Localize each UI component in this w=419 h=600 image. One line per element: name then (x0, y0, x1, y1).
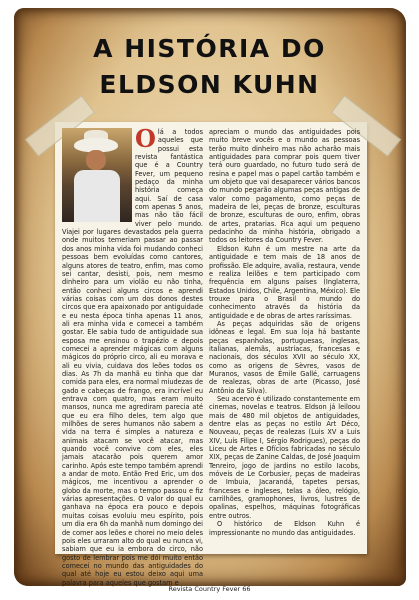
article-paragraph-2: Eldson Kuhn é um mestre na arte da antiguidade e tem mais de 18 anos de profissão. Ele adquire, avalia, restaura, vende e realiza leilões e tem participado com frequência em alguns países (Inglaterra, Estados Unidos, Chile, Argentina, México). Ele trouxe para o Brasil o mundo do conhecimento através da história da antiguidade e de obras de artes raríssimas. (209, 243, 360, 320)
article-paragraph-3: As peças adquiridas são de origens idôneas e legal. Em sua loja há bastante peças espanholas, portuguesas, inglesas, italianas, alemãs, austríacas, francesas e nacionais, dos séculos XVII ao século XX, como as origens de Sèvres, vasos de Muranos, vasos de Émile Gallé, carruagens de realezas, obras de arte (Picasso, José Antônio da Silva). (209, 318, 360, 395)
article-intro-text: lá a todos aqueles que possui esta revista fantástica que é a Country Fever, um pequeno pedaço da minha história começa aqui. Saí de casa com apenas 5 anos, mas não tão fácil viver pelo mundo. Viajei por lugares devastados pela guerra onde muitos temeriam passar ao passar dos anos minha vida foi mudando conheci pessoas bem evoluídas como cantores, alguns atores de teatro, enfim, mas como sei cantar, desisti, pois, nem mesmo dinheiro para um violão eu não tinha, então conheci alguns circos e aprendi várias coisas com um dos donos destes circos que era apaixonado por antiguidade e eu nesta época tinha apenas 11 anos, ali era minha vida e comecei a também gostar. Ele sabia tudo de antiguidade sua esposa me ensinou o trapézio e depois comecei a aprender mágicas com alguns mágicos do próprio circo, ali eu morava e ali eu vivia, cuidava dos leões todos os dias. As 7h da manhã eu tinha que dar comida para eles, era normal miudezas de gado e cabeças de frango, era incrível eu entrava com quatro, mas eram muito mansos, nunca me agrediram parecia até que eu era filho deles, tem algo que milhões de seres humanos não sabem a vida na terra é simples a natureza e animais atacam se você atacar, mas quando você convive com eles, eles jamais atacarão pois querem amor carinho. Após este tempo também aprendi a andar de moto. Então Fred Eric, um dos mágicos, me incentivou a aprender o globo da morte, mas o tempo passou e fiz várias apresentações. O valor do qual eu ganhava na época era pouco e depois muitas coisas evoluiu meu espírito, pois um dia era 6h da manhã num domingo dei de comer aos leões e chorei no meio deles pois eles urraram alto do qual eu nunca vi, sabiam que eu ia embora do circo, não gosto de lembrar pois me dói muito então comecei no mundo das antiguidades do qual até hoje eu estou deixo aqui uma palavra para aqueles que gostam e (62, 127, 203, 587)
article-column-left (62, 124, 203, 587)
article-paragraph-1: apreciam o mundo das antiguidades pois muito breve vocês e o mundo as pessoas terão muito dinheiro mas não acharão mais antiguidades para comprar pois quem tiver terá ouro guardado, no futuro tudo será de resina e papel mas o papel cartão também e um objeto que vai desaparecer vários bancos do mundo pegarão algumas peças antigas de valor como pagamento, como peças de madeira de lei, peças de bronze, esculturas de bronze, esculturas de ouro, enfim, obras de artes, pratarias. Fica aqui um pequeno pedacinho da minha história, obrigado a todos os leitores da Country Fever. (209, 127, 360, 245)
article-paragraph-4: Seu acervo é utilizado constantemente em cinemas, novelas e teatros. Eldson já leiloou mais de 480 mil objetos de antiguidades, dentre elas as peças no estilo Art Déco, Nouveau, peças de realezas (Luis XV a Luis XIV, Luis Filipe I, Sérgio Rodrigues), peças do Liceu de Artes e Ofícios fabricadas no século XIX, peças de Zanine Caldas, de José Joaquim Tenreiro, jogo de jardins no estilo Iacobs, móveis de Le Corbusier, peças de madeiras de Imbuia, Jacarandá, tapetes persas, franceses e ingleses, telas a óleo, relógio, carrilhões, gramophones, livros, lustres de opalinas, espelhos, máquinas fotográficas entre outros. (209, 394, 360, 520)
article-title-line-1: A HISTÓRIA DO (93, 34, 326, 63)
article-column-right (209, 128, 360, 556)
article-title-line-2: ELDSON KUHN (99, 70, 320, 99)
page-footer: Revista Country Fever 66 (168, 585, 251, 593)
face (86, 150, 106, 170)
article-paragraph-5: O histórico de Eldson Kuhn é impressionante no mundo das antiguidades. (209, 519, 360, 537)
white-shirt (74, 170, 120, 222)
portrait-photo (62, 128, 132, 222)
drop-cap: O (135, 124, 156, 153)
